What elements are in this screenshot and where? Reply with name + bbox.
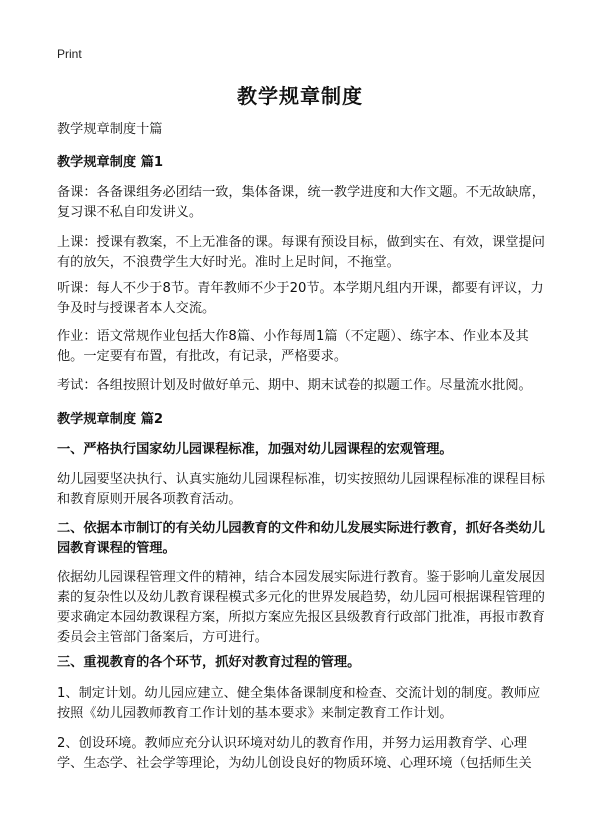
section2-heading-2: 二、依据本市制订的有关幼儿园教育的文件和幼儿发展实际进行教育，抓好各类幼儿园教育课程的管理。 [57, 521, 545, 556]
document-subtitle: 教学规章制度十篇 [57, 122, 163, 137]
section2-heading-1: 一、严格执行国家幼儿园课程标准，加强对幼儿园课程的宏观管理。 [57, 442, 453, 457]
section1-paragraph-5: 考试：各组按照计划及时做好单元、期中、期末试卷的拟题工作。尽量流水批阅。 [57, 378, 532, 393]
section1-heading: 教学规章制度 篇1 [57, 155, 164, 170]
section1-paragraph-4: 作业：语文常规作业包括大作8篇、小作每周1篇（不定题）、练字本、作业本及其他。一定要有布置，有批改，有记录，严格要求。 [57, 329, 529, 364]
section2-heading: 教学规章制度 篇2 [57, 412, 164, 427]
section2-paragraph-4: 2、创设环境。教师应充分认识环境对幼儿的教育作用，并努力运用教育学、心理学、生态学、社会学等理论，为幼儿创设良好的物质环境、心理环境（包括师生关 [57, 736, 532, 771]
section1-paragraph-2: 上课：授课有教案，不上无准备的课。每课有预设目标，做到实在、有效，课堂提问有的放矢，不浪费学生大好时光。准时上足时间，不拖堂。 [57, 235, 545, 270]
section2-heading-3: 三、重视教育的各个环节，抓好对教育过程的管理。 [57, 655, 361, 670]
section2-paragraph-2: 依据幼儿园课程管理文件的精神，结合本园发展实际进行教育。鉴于影响儿童发展因素的复杂性以及幼儿教育课程模式多元化的世界发展趋势，幼儿园可根据课程管理的要求确定本园幼教课程方案，所拟方案应先报区县级教育行政部门批准，再报市教育委员会主管部门备案后，方可进行。 [57, 570, 545, 645]
print-link[interactable]: Print [57, 47, 82, 61]
section1-paragraph-3: 听课：每人不少于8节。青年教师不少于20节。本学期凡组内开课，都要有评议，力争及时与授课者本人交流。 [57, 281, 544, 316]
document-title: 教学规章制度 [237, 84, 363, 108]
section2-paragraph-3: 1、制定计划。幼儿园应建立、健全集体备课制度和检查、交流计划的制度。教师应按照《幼儿园教师教育工作计划的基本要求》来制定教育工作计划。 [57, 686, 541, 721]
section1-paragraph-1: 备课：各备课组务必团结一致，集体备课，统一教学进度和大作文题。不无故缺席，复习课不私自印发讲义。 [57, 185, 545, 220]
section2-paragraph-1: 幼儿园要坚决执行、认真实施幼儿园课程标准，切实按照幼儿园课程标准的课程目标和教育原则开展各项教育活动。 [57, 472, 545, 507]
